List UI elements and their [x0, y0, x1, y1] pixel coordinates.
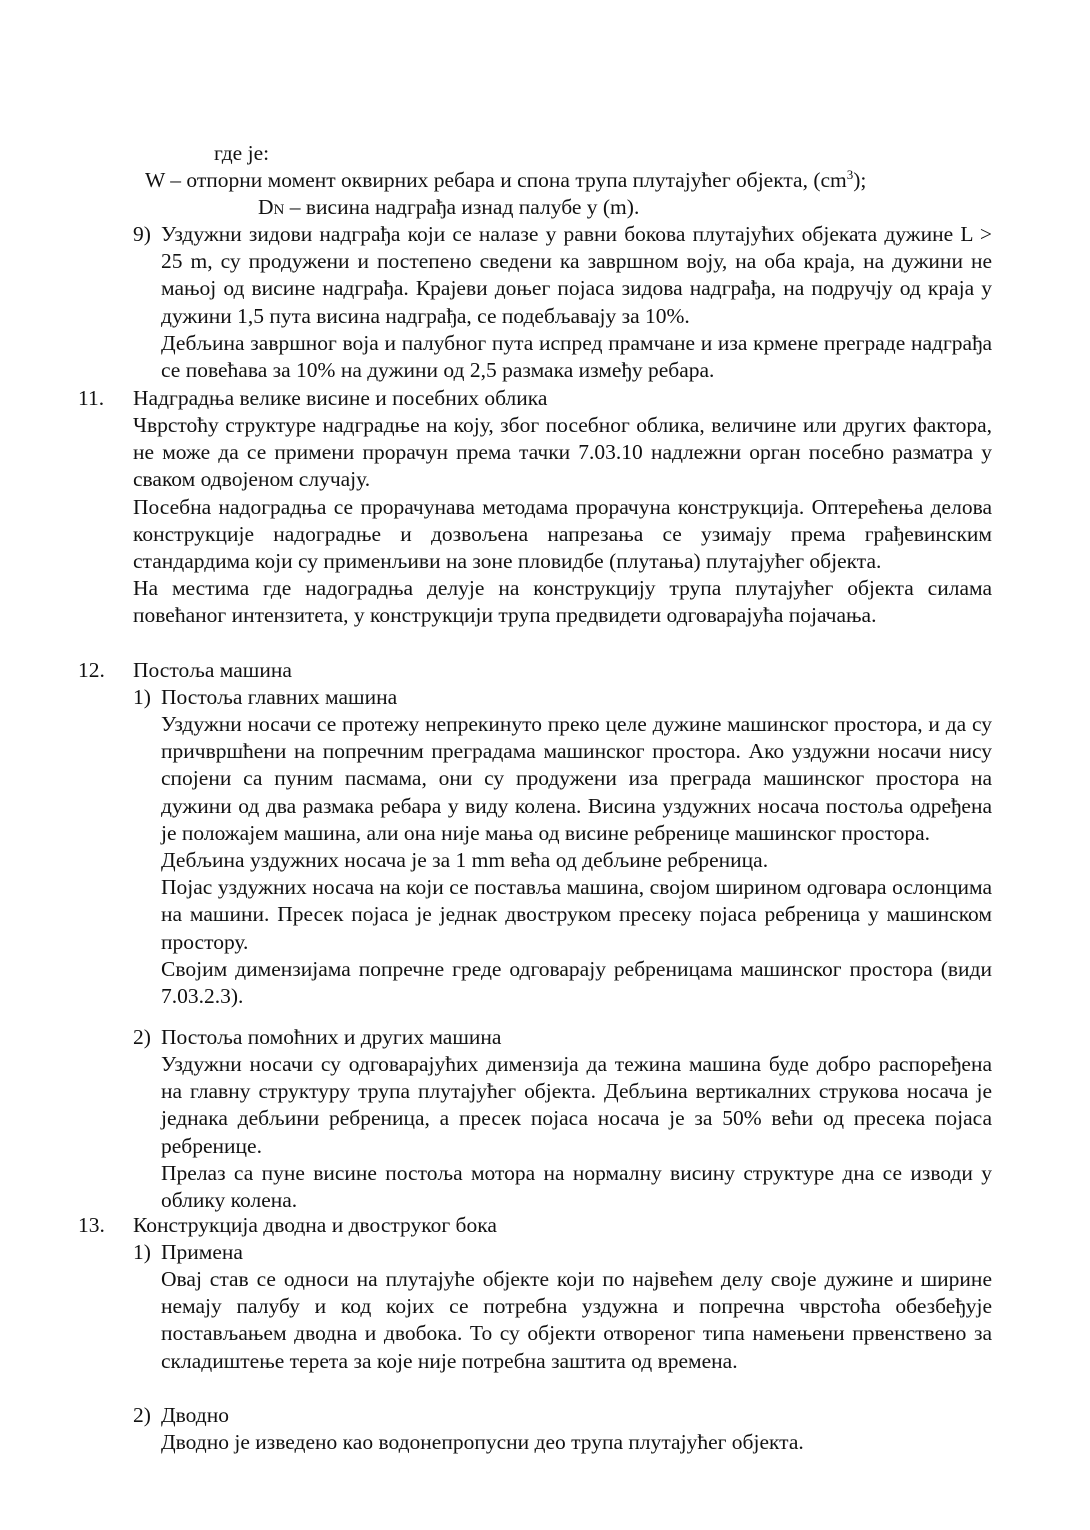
item-9-body: [161, 221, 992, 384]
section-12-item-1-paragraph: Уздужни носачи се протежу непрекинуто преко целе дужине машинског простора, и да су причвршћени на попречним преградама машинског простора. Ако уздужни носачи нису спојени са пуним пасмама, они су продужени иза преграда машинског простора на дужини од два размака ребара у виду колена. Висина уздужних носача постоља одређена је положајем машина, али она није мања од висине ребренице машинског простора.: [161, 712, 992, 845]
section-12-item-1-paragraph: Својим димензијама попречне греде одговарају ребреницама машинског простора (види 7.03.2.3).: [161, 956, 992, 1009]
definition-dn-subscript: N: [273, 202, 285, 218]
section-12-item-1-marker: 1): [133, 685, 151, 709]
definition-dn-text: – висина надграђа изнад палубе у (m).: [284, 195, 640, 219]
section-12-number: 12.: [78, 658, 105, 682]
item-9-paragraph: Дебљина завршног воја и палубног пута испред прамчане и иза крмене преграде надграђа се повећава за 10% на дужини од 2,5 размака између ребара.: [161, 330, 992, 383]
definition-dn: [258, 194, 639, 224]
section-13-item-1-marker: 1): [133, 1240, 151, 1264]
section-12-item-2-body: [161, 1051, 992, 1214]
section-11-title: Надградња велике висине и посебних облика: [133, 386, 548, 410]
section-13-item-1-body: [161, 1266, 992, 1375]
section-11-paragraph: На местима где надоградња делује на конструкцију трупа плутајућег објекта силама повећаног интензитета, у конструкцији трупа предвидети одговарајућа појачања.: [133, 576, 992, 628]
section-12-item-1-paragraph: Дебљина уздужних носача је за 1 mm већа од дебљине ребреница.: [161, 848, 769, 873]
definitions-intro: где је:: [214, 141, 270, 165]
definition-w: [145, 167, 866, 194]
definition-w-superscript: 3: [846, 167, 854, 182]
section-13-item-2-marker: 2): [133, 1403, 151, 1427]
section-11-number: 11.: [78, 386, 105, 410]
section-12-item-2-marker: 2): [133, 1025, 151, 1049]
definition-w-end: );: [853, 168, 867, 192]
definition-dn-symbol: D: [258, 195, 274, 219]
section-13-item-2-body: [161, 1429, 992, 1456]
section-12-item-1-paragraph: Појас уздужних носача на који се поставља машина, својом ширином одговара ослонцима на машини. Пресек појаса је једнак двоструком пресеку појаса ребреница у машинском простору.: [161, 875, 992, 954]
section-12-item-1-title: Постоља главних машина: [161, 685, 398, 709]
section-11-paragraph: Чврстоћу структуре надградње на коју, због посебног облика, величине или других фактора, не може да се примени прорачун према тачки 7.03.10 надлежни орган посебно разматра у сваком одвојеном случају.: [133, 413, 992, 492]
section-13-item-1-paragraph: Овај став се односи на плутајуће објекте који по највећем делу своје дужине и ширине немају палубу и код којих се потребна уздужна и попречна чврстоћа обезбеђује постављањем дводна и двобока. То су објекти отвореног типа намењени првенствено за складиштење терета за које није потребна заштита од времена.: [161, 1267, 992, 1373]
item-9-paragraph: Уздужни зидови надграђа који се налазе у равни бокова плутајућих објеката дужине L > 25 m, су продужени и постепено сведени ка завршном воју, на оба краја, на дужини не мањој од висине надграђа. Крајеви доњег појаса зидова надграђа, на подручју од краја у дужини 1,5 пута висина надграђа, се подебљавају за 10%.: [161, 222, 992, 328]
section-11-paragraph: Посебна надоградња се прорачунава методама прорачуна конструкција. Оптерећења делова конструкције надоградње и дозвољена напрезања се узимају према грађевинским стандардима који су применљиви на зоне пловидбе (плутања) плутајућег објекта.: [133, 494, 992, 574]
section-12-item-2-paragraph: Прелаз са пуне висине постоља мотора на нормалну висину структуре дна се изводи у облику колена.: [161, 1160, 992, 1213]
item-9-marker: 9): [133, 222, 151, 246]
section-12-item-1-body: [161, 711, 992, 1010]
section-12-item-2-title: Постоља помоћних и других машина: [161, 1025, 502, 1049]
section-13-number: 13.: [78, 1213, 105, 1237]
section-13-item-2-title: Дводно: [161, 1403, 229, 1427]
definition-w-text: W – отпорни момент оквирних ребара и спона трупа плутајућег објекта, (cm: [145, 168, 847, 192]
section-12-item-2-paragraph: Уздужни носачи су одговарајућих димензија да тежина машина буде добро распоређена на главну структуру трупа плутајућег објекта. Дебљина вертикалних струкова носача је једнака дебљини ребреница, а пресек појаса носача је за 50% већи од пресека појаса ребренице.: [161, 1052, 992, 1158]
section-13-item-1-title: Примена: [161, 1240, 243, 1264]
section-13-title: Конструкција дводна и двоструког бока: [133, 1213, 497, 1237]
section-13-item-2-paragraph: Дводно је изведено као водонепропусни део трупа плутајућег објекта.: [161, 1430, 804, 1454]
section-11-body: [133, 412, 992, 630]
section-12-title: Постоља машина: [133, 658, 292, 682]
